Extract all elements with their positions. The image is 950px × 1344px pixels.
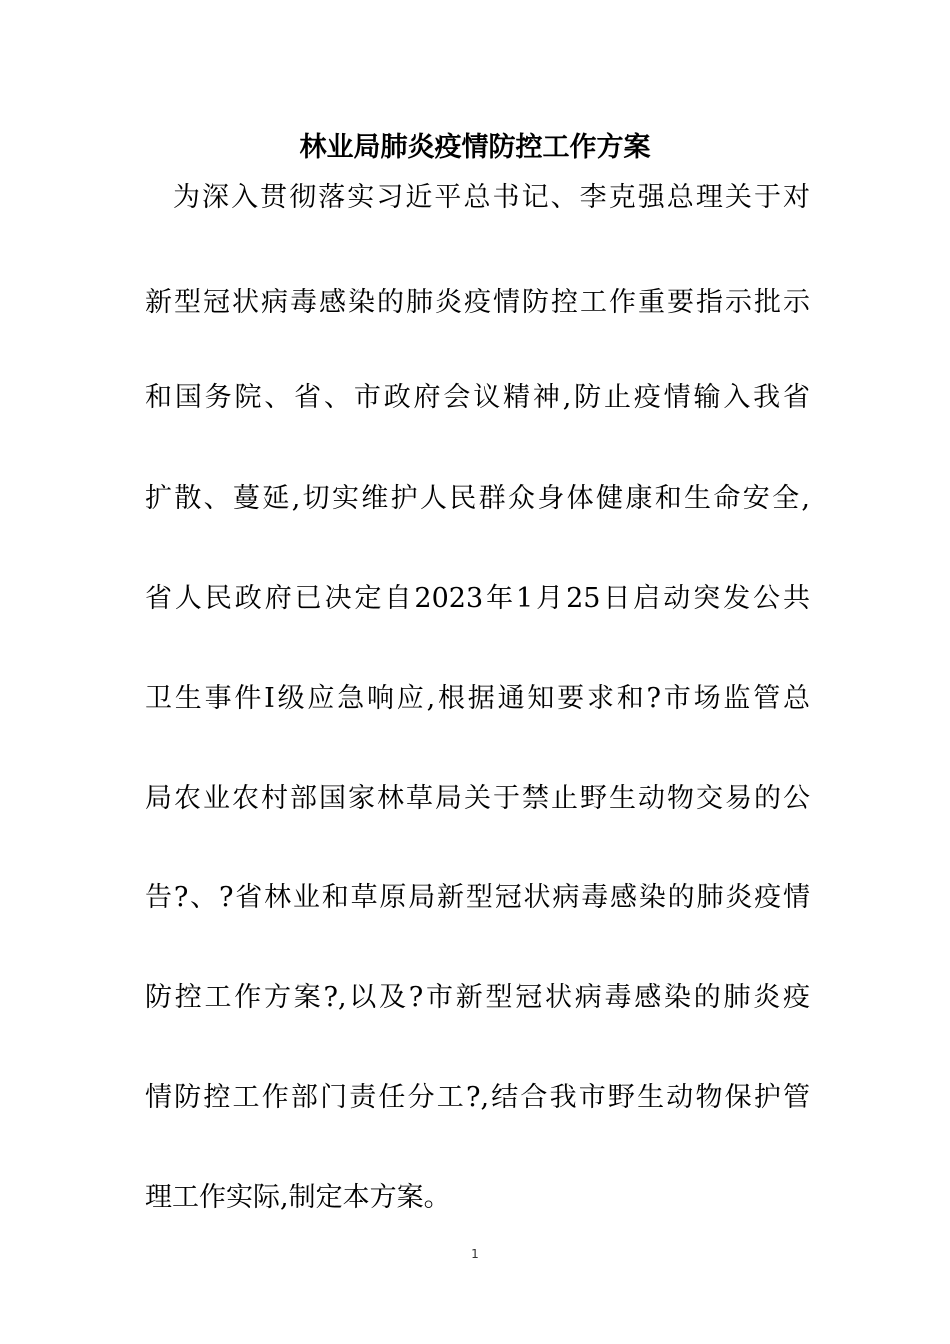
paragraph-line: 为深入贯彻落实习近平总书记、李克强总理关于对 — [173, 182, 810, 213]
paragraph-line: 防控工作方案?,以及?市新型冠状病毒感染的肺炎疫 — [145, 982, 810, 1013]
paragraph-line: 理工作实际,制定本方案。 — [145, 1182, 451, 1213]
paragraph-line: 告?、?省林业和草原局新型冠状病毒感染的肺炎疫情 — [145, 882, 810, 913]
paragraph-line: 情防控工作部门责任分工?,结合我市野生动物保护管 — [145, 1082, 810, 1113]
page-number: 1 — [471, 1247, 479, 1261]
document-title: 林业局肺炎疫情防控工作方案 — [299, 132, 651, 163]
paragraph-line: 卫生事件Ⅰ级应急响应,根据通知要求和?市场监管总 — [145, 683, 810, 714]
paragraph-line: 省人民政府已决定自2023年1月25日启动突发公共 — [145, 583, 810, 614]
paragraph-line: 和国务院、省、市政府会议精神,防止疫情输入我省 — [145, 382, 810, 413]
paragraph-line: 扩散、蔓延,切实维护人民群众身体健康和生命安全, — [145, 483, 810, 514]
paragraph-line: 局农业农村部国家林草局关于禁止野生动物交易的公 — [145, 783, 810, 814]
paragraph-line: 新型冠状病毒感染的肺炎疫情防控工作重要指示批示 — [145, 287, 810, 318]
